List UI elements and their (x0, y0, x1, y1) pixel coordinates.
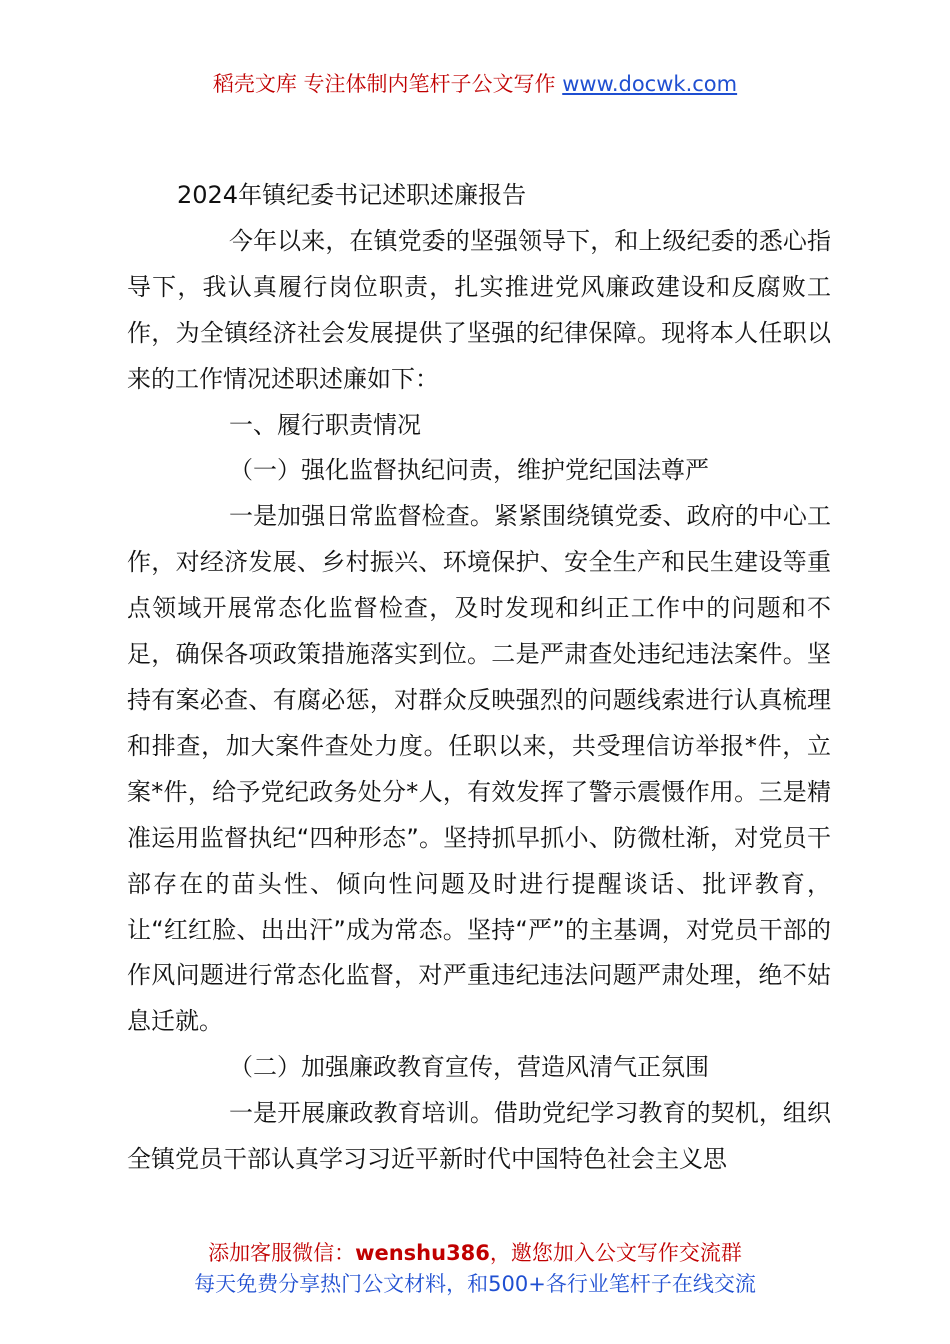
section-heading-1: 一、履行职责情况 (229, 410, 421, 439)
page-header (0, 70, 950, 98)
footer-promo-line: 每天免费分享热门公文材料，和500+各行业笔杆子在线交流 (194, 1272, 756, 1296)
subsection-heading-2: （二）加强廉政教育宣传，营造风清气正氛围 (229, 1053, 709, 1082)
footer-contact-prefix: 添加客服微信： (208, 1241, 356, 1265)
footer-contact-suffix: ，邀您加入公文写作交流群 (489, 1241, 742, 1265)
intro-paragraph: 今年以来，在镇党委的坚强领导下，和上级纪委的悉心指导下，我认真履行岗位职责，扎实推进党风廉政建设和反腐败工作，为全镇经济社会发展提供了坚强的纪律保障。现将本人任职以来的工作情况述职述廉如下： (127, 226, 831, 393)
header-url-link[interactable]: www.docwk.com (562, 72, 738, 96)
subsection-1-paragraph: 一是加强日常监督检查。紧紧围绕镇党委、政府的中心工作，对经济发展、乡村振兴、环境保护、安全生产和民生建设等重点领域开展常态化监督检查，及时发现和纠正工作中的问题和不足，确保各项政策措施落实到位。二是严肃查处违纪违法案件。坚持有案必查、有腐必惩，对群众反映强烈的问题线索进行认真梳理和排查，加大案件查处力度。任职以来，共受理信访举报*件，立案*件，给予党纪政务处分*人，有效发挥了警示震慑作用。三是精准运用监督执纪“四种形态”。坚持抓早抓小、防微杜渐，对党员干部存在的苗头性、倾向性问题及时进行提醒谈话、批评教育，让“红红脸、出出汗”成为常态。坚持“严”的主基调，对党员干部的作风问题进行常态化监督，对严重违纪违法问题严肃处理，绝不姑息迁就。 (127, 502, 831, 1036)
document-body (127, 173, 831, 1183)
header-brand-text: 稻壳文库 专注体制内笔杆子公文写作 (212, 72, 563, 96)
footer-wechat-id: wenshu386 (355, 1241, 490, 1265)
page-footer (0, 1238, 950, 1300)
document-title: 2024年镇纪委书记述职述廉报告 (177, 181, 527, 209)
footer-contact-line (0, 1238, 950, 1269)
subsection-heading-1: （一）强化监督执纪问责，维护党纪国法尊严 (229, 456, 709, 485)
subsection-2-paragraph: 一是开展廉政教育培训。借助党纪学习教育的契机，组织全镇党员干部认真学习习近平新时代中国特色社会主义思 (127, 1099, 831, 1174)
